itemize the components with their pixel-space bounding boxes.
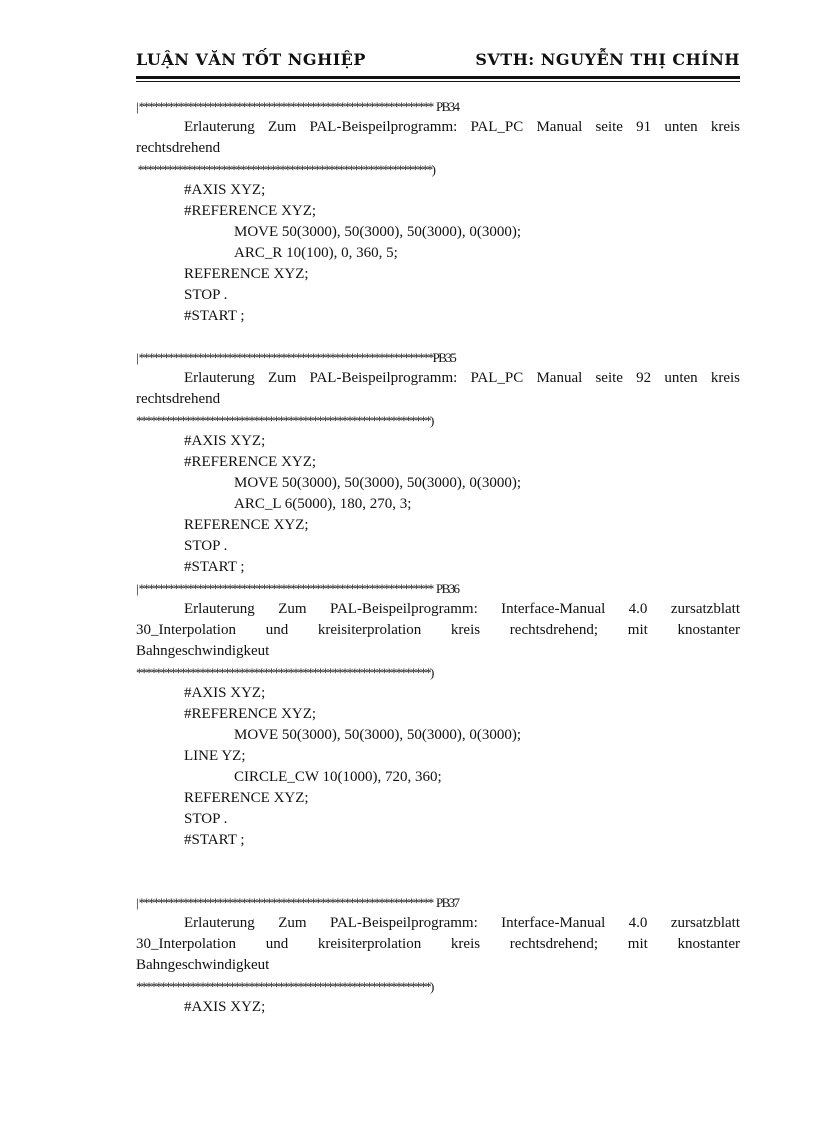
description-line: 30_Interpolation und kreisiterprolation kreis rechtsdrehend; mit knostanter [136,936,740,952]
code-line: #START ; [184,308,245,324]
code-line: #REFERENCE XYZ; [184,454,317,470]
comment-close-pb34: ************************************************************) [136,162,435,177]
comment-close-pb37: ************************************************************) [136,979,433,994]
description-line: Erlauterung Zum PAL-Beispeilprogramm: PAL_PC Manual seite 91 unten kreis [184,119,740,135]
code-line: MOVE 50(3000), 50(3000), 50(3000), 0(3000); [234,224,522,240]
code-line: MOVE 50(3000), 50(3000), 50(3000), 0(3000); [234,475,522,491]
comment-open-pb35: | ************************************************************PB35 [136,350,456,365]
description-line: Bahngeschwindigkeut [136,957,270,973]
comment-close-pb35: ************************************************************) [136,413,433,428]
description-line: rechtsdrehend [136,140,221,156]
code-line: LINE YZ; [184,748,246,764]
code-line: ARC_L 6(5000), 180, 270, 3; [234,496,412,512]
code-line: STOP . [184,811,228,827]
code-line: #REFERENCE XYZ; [184,706,317,722]
header-student-name: SVTH: NGUYỄN THỊ CHÍNH [475,50,740,69]
code-line: #REFERENCE XYZ; [184,203,317,219]
header-rule-thick [136,76,740,79]
code-line: #AXIS XYZ; [184,182,266,198]
code-line: #AXIS XYZ; [184,433,266,449]
code-line: REFERENCE XYZ; [184,517,309,533]
code-line: #START ; [184,832,245,848]
code-line: #START ; [184,559,245,575]
description-line: 30_Interpolation und kreisiterprolation kreis rechtsdrehend; mit knostanter [136,622,740,638]
code-line: ARC_R 10(100), 0, 360, 5; [234,245,398,261]
description-line: Erlauterung Zum PAL-Beispeilprogramm: Interface-Manual 4.0 zursatzblatt [184,601,740,617]
code-line: #AXIS XYZ; [184,685,266,701]
comment-open-pb36: | ************************************************************ PB36 [136,581,459,596]
code-line: MOVE 50(3000), 50(3000), 50(3000), 0(3000); [234,727,522,743]
code-line: STOP . [184,538,228,554]
code-line: REFERENCE XYZ; [184,790,309,806]
code-line: #AXIS XYZ; [184,999,266,1015]
code-line: CIRCLE_CW 10(1000), 720, 360; [234,769,442,785]
description-line: rechtsdrehend [136,391,221,407]
header-thesis-title: LUẬN VĂN TỐT NGHIỆP [136,50,366,69]
page-header [136,50,740,74]
code-line: STOP . [184,287,228,303]
code-line: REFERENCE XYZ; [184,266,309,282]
header-rule-thin [136,81,740,82]
comment-open-pb34: | ************************************************************ PB34 [136,99,459,114]
comment-open-pb37: | ************************************************************ PB37 [136,895,459,910]
description-line: Erlauterung Zum PAL-Beispeilprogramm: Interface-Manual 4.0 zursatzblatt [184,915,740,931]
comment-close-pb36: ************************************************************) [136,665,433,680]
description-line: Bahngeschwindigkeut [136,643,270,659]
description-line: Erlauterung Zum PAL-Beispeilprogramm: PAL_PC Manual seite 92 unten kreis [184,370,740,386]
